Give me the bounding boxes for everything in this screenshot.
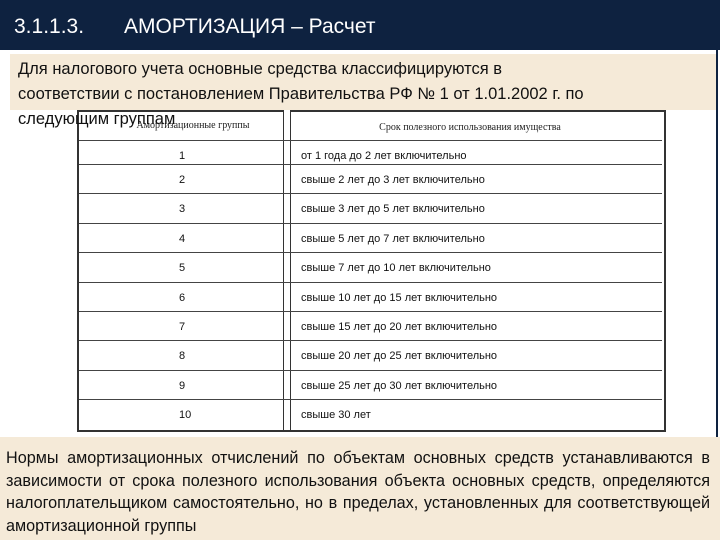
table-row (79, 193, 662, 223)
footer-text: Нормы амортизационных отчислений по объектам основных средств устанавливаются в зависимости от срока полезного использования объекта основных средств, определяются налогоплательщиком самостоятельно, но в пределах, установленных для соответствующей амортизационной группы (6, 449, 710, 535)
group-cell: 6 (179, 292, 186, 304)
intro-line-1: Для налогового учета основные средства классифицируются в (18, 60, 502, 78)
header-group: Амортизационные группы (136, 120, 250, 131)
page-title: АМОРТИЗАЦИЯ – Расчет (124, 15, 376, 38)
term-cell: свыше 7 лет до 10 лет включительно (301, 262, 491, 274)
term-cell: свыше 30 лет (301, 409, 371, 421)
term-cell: свыше 10 лет до 15 лет включительно (301, 292, 498, 304)
table-row (79, 282, 662, 312)
intro-line-3: следующим группам (18, 110, 176, 128)
group-cell: 10 (179, 409, 192, 421)
group-cell: 4 (179, 233, 186, 245)
term-cell: свыше 20 лет до 25 лет включительно (301, 350, 498, 362)
table-row (79, 370, 662, 400)
title-bar (0, 0, 720, 50)
group-cell: 9 (179, 380, 186, 392)
header-term: Срок полезного использования имущества (379, 122, 561, 133)
intro-text (18, 57, 708, 132)
table-row (79, 340, 662, 370)
term-cell: свыше 3 лет до 5 лет включительно (301, 203, 485, 215)
intro-line-2: соответствии с постановлением Правительства РФ № 1 от 1.01.2002 г. по (18, 85, 584, 103)
group-cell: 2 (179, 174, 186, 186)
group-cell: 7 (179, 321, 186, 333)
table-row (79, 164, 662, 194)
table-row (79, 252, 662, 282)
table-row (79, 223, 662, 253)
term-cell: от 1 года до 2 лет включительно (301, 150, 467, 162)
group-cell: 3 (179, 203, 186, 215)
term-cell: свыше 15 лет до 20 лет включительно (301, 321, 498, 333)
group-cell: 5 (179, 262, 186, 274)
group-cell: 8 (179, 350, 186, 362)
term-cell: свыше 5 лет до 7 лет включительно (301, 233, 485, 245)
group-cell: 1 (179, 150, 186, 162)
term-cell: свыше 2 лет до 3 лет включительно (301, 174, 485, 186)
term-cell: свыше 25 лет до 30 лет включительно (301, 380, 498, 392)
table-row (79, 311, 662, 341)
section-number: 3.1.1.3. (14, 15, 85, 38)
table-row (79, 399, 662, 429)
